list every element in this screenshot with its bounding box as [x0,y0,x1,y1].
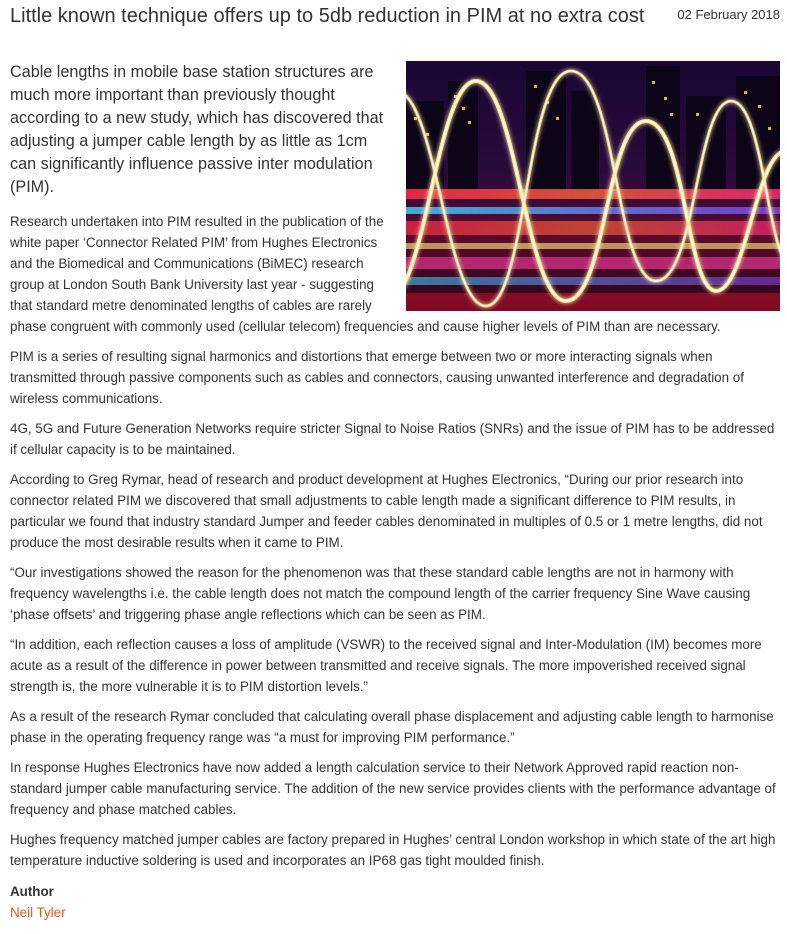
article-paragraph: 4G, 5G and Future Generation Networks require stricter Signal to Noise Ratios (SNRs) and the issue of PIM has to be addressed if cellular capacity is to be maintained. [10,420,775,457]
author-link[interactable]: Neil Tyler [10,904,66,920]
article-paragraph: PIM is a series of resulting signal harmonics and distortions that emerge between two or more interacting signals when transmitted through passive components such as cables and connectors, causing unwanted interference and degradation of wireless communications. [10,348,744,406]
article-paragraph: As a result of the research Rymar concluded that calculating overall phase displacement and adjusting cable length to harmonise phase in the operating frequency range was “a must for improving PIM performance.” [10,708,774,745]
author-label: Author [10,883,54,899]
article-paragraph: According to Greg Rymar, head of research and product development at Hughes Electronics, “During our prior research into connector related PIM we discovered that small adjustments to cable length made a significant difference to PIM results, in particular we found that industry standard Jumper and feeder cables denominated in multiples of 0.5 or 1 metre lengths, did not produce the most desirable results when it came to PIM. [10,471,763,550]
article-header [10,4,787,54]
author-block [10,881,780,923]
article-paragraph: In response Hughes Electronics have now added a length calculation service to their Network Approved rapid reaction non-standard jumper cable manufacturing service. The addition of the new service provides clients with the performance advantage of frequency and phase matched cables. [10,759,776,817]
article-paragraph: “In addition, each reflection causes a loss of amplitude (VSWR) to the received signal and Inter-Modulation (IM) becomes more acute as a result of the difference in power between transmitted and receive signals. The more impoverished received signal strength is, the more vulnerable it is to PIM distortion levels.” [10,636,762,694]
hero-image [406,61,780,311]
article-paragraph: Research undertaken into PIM resulted in the publication of the white paper ‘Connector Related PIM’ from Hughes Electronics and the Biomedical and Communications (BiMEC) research group at London South Bank University last year - suggesting that standard metre denominated lengths of cables are rarely phase congruent with commonly used (cellular telecom) frequencies and cause higher levels of PIM than are necessary. [10,213,721,334]
article-paragraph: “Our investigations showed the reason for the phenomenon was that these standard cable lengths are not in harmony with frequency wavelengths i.e. the cable length does not match the compound length of the carrier frequency Sine Wave causing ‘phase offsets’ and triggering phase angle reflections which can be seen as PIM. [10,564,751,622]
article-date: 02 February 2018 [677,7,780,22]
article-paragraph: Hughes frequency matched jumper cables are factory prepared in Hughes’ central London workshop in which state of the art high temperature inductive soldering is used and incorporates an IP68 gas tight moulded finish. [10,831,776,868]
article-lead: Cable lengths in mobile base station structures are much more important than previously thought according to a new study, which has discovered that adjusting a jumper cable length by as little as 1cm can significantly influence passive inter modulation (PIM). [10,63,384,197]
article-title: Little known technique offers up to 5db reduction in PIM at no extra cost [10,5,645,27]
article-body [10,61,780,923]
